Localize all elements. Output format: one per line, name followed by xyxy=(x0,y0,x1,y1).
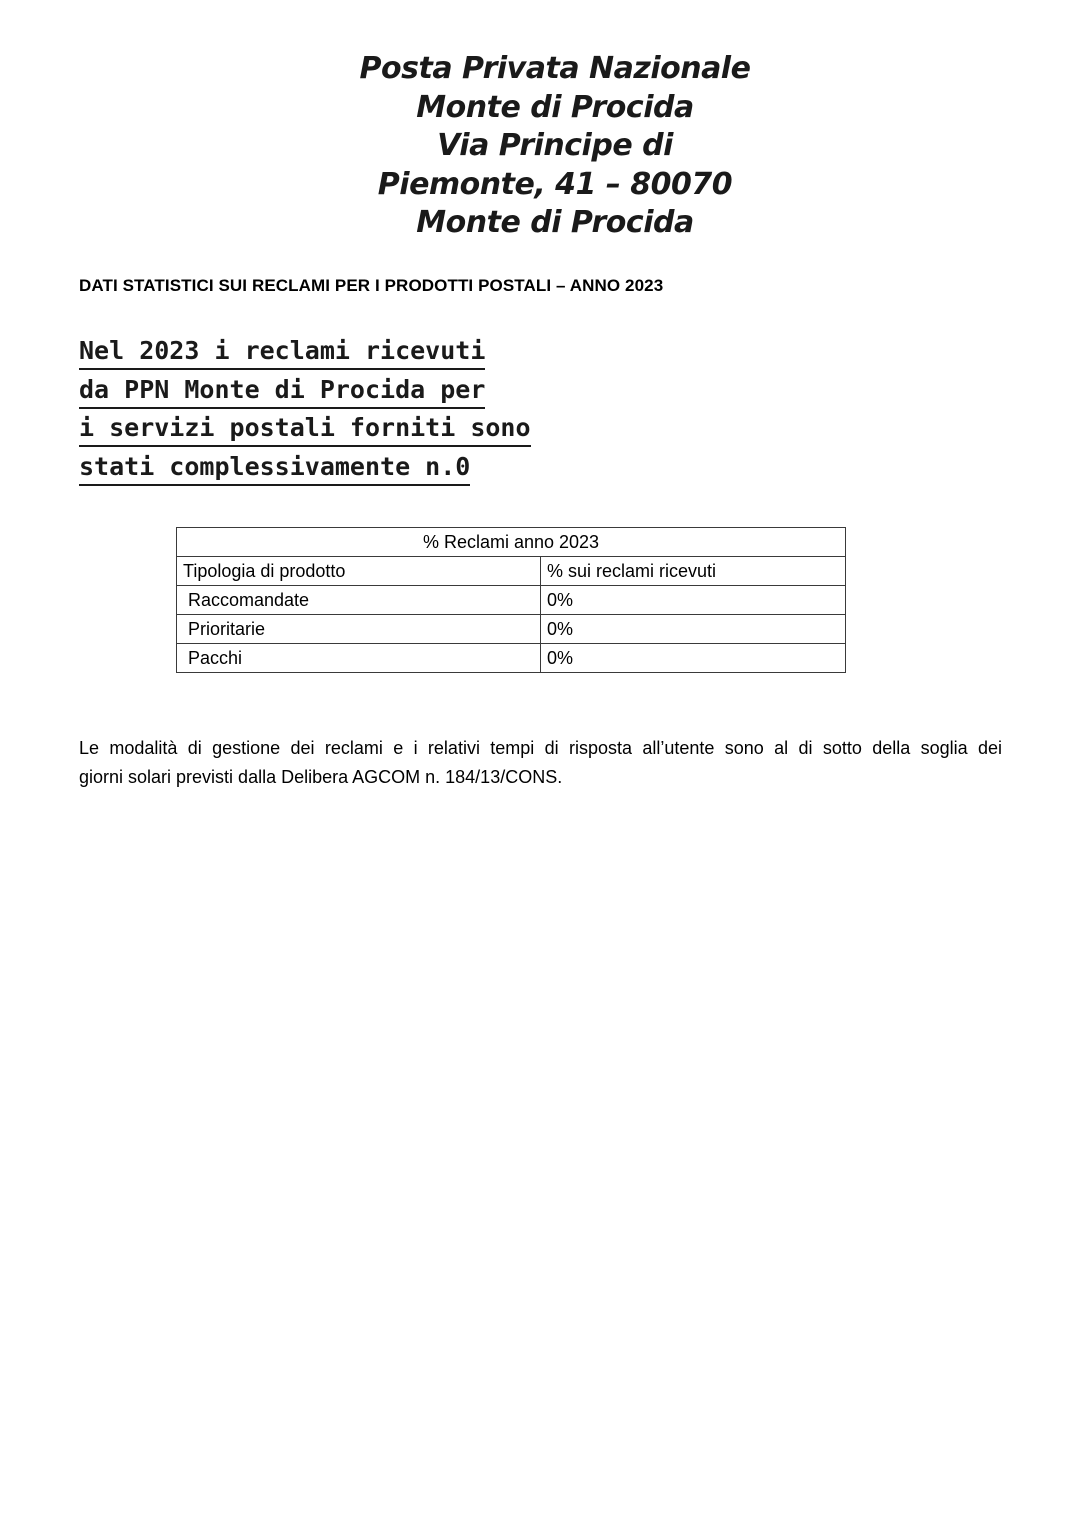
letterhead-company: Posta Privata Nazionale xyxy=(359,51,751,86)
summary-line-3: i servizi postali forniti sono xyxy=(79,411,531,447)
document-heading: DATI STATISTICI SUI RECLAMI PER I PRODOTTI POSTALI – ANNO 2023 xyxy=(79,276,664,295)
complaint-handling-note xyxy=(79,734,1002,792)
table-header-row xyxy=(177,557,846,586)
table-row xyxy=(177,586,846,615)
summary-line-4: stati complessivamente n.0 xyxy=(79,450,470,486)
table-row xyxy=(177,644,846,673)
letterhead xyxy=(340,50,770,243)
table-row xyxy=(177,615,846,644)
percent-cell: 0% xyxy=(541,615,846,644)
percent-cell: 0% xyxy=(541,586,846,615)
letterhead-street-number-zip: Piemonte, 41 – 80070 xyxy=(377,166,733,202)
letterhead-street: Via Principe di xyxy=(437,128,673,163)
column-header-product: Tipologia di prodotto xyxy=(177,557,541,586)
letterhead-city: Monte di Procida xyxy=(416,89,694,125)
product-cell: Pacchi xyxy=(177,644,541,673)
note-line-1: Le modalità di gestione dei reclami e i relativi tempi di risposta all’utente sono al di sotto della soglia dei xyxy=(79,738,1002,758)
complaints-table xyxy=(176,527,846,673)
complaints-summary xyxy=(79,334,531,488)
letterhead-town: Monte di Procida xyxy=(416,205,694,240)
column-header-percent: % sui reclami ricevuti xyxy=(541,557,846,586)
note-line-2: giorni solari previsti dalla Delibera AGCOM n. 184/13/CONS. xyxy=(79,767,563,787)
summary-line-2: da PPN Monte di Procida per xyxy=(79,373,485,409)
product-cell: Prioritarie xyxy=(177,615,541,644)
percent-cell: 0% xyxy=(541,644,846,673)
table-caption-row xyxy=(177,528,846,557)
summary-line-1: Nel 2023 i reclami ricevuti xyxy=(79,334,485,370)
table-caption: % Reclami anno 2023 xyxy=(177,528,846,557)
product-cell: Raccomandate xyxy=(177,586,541,615)
